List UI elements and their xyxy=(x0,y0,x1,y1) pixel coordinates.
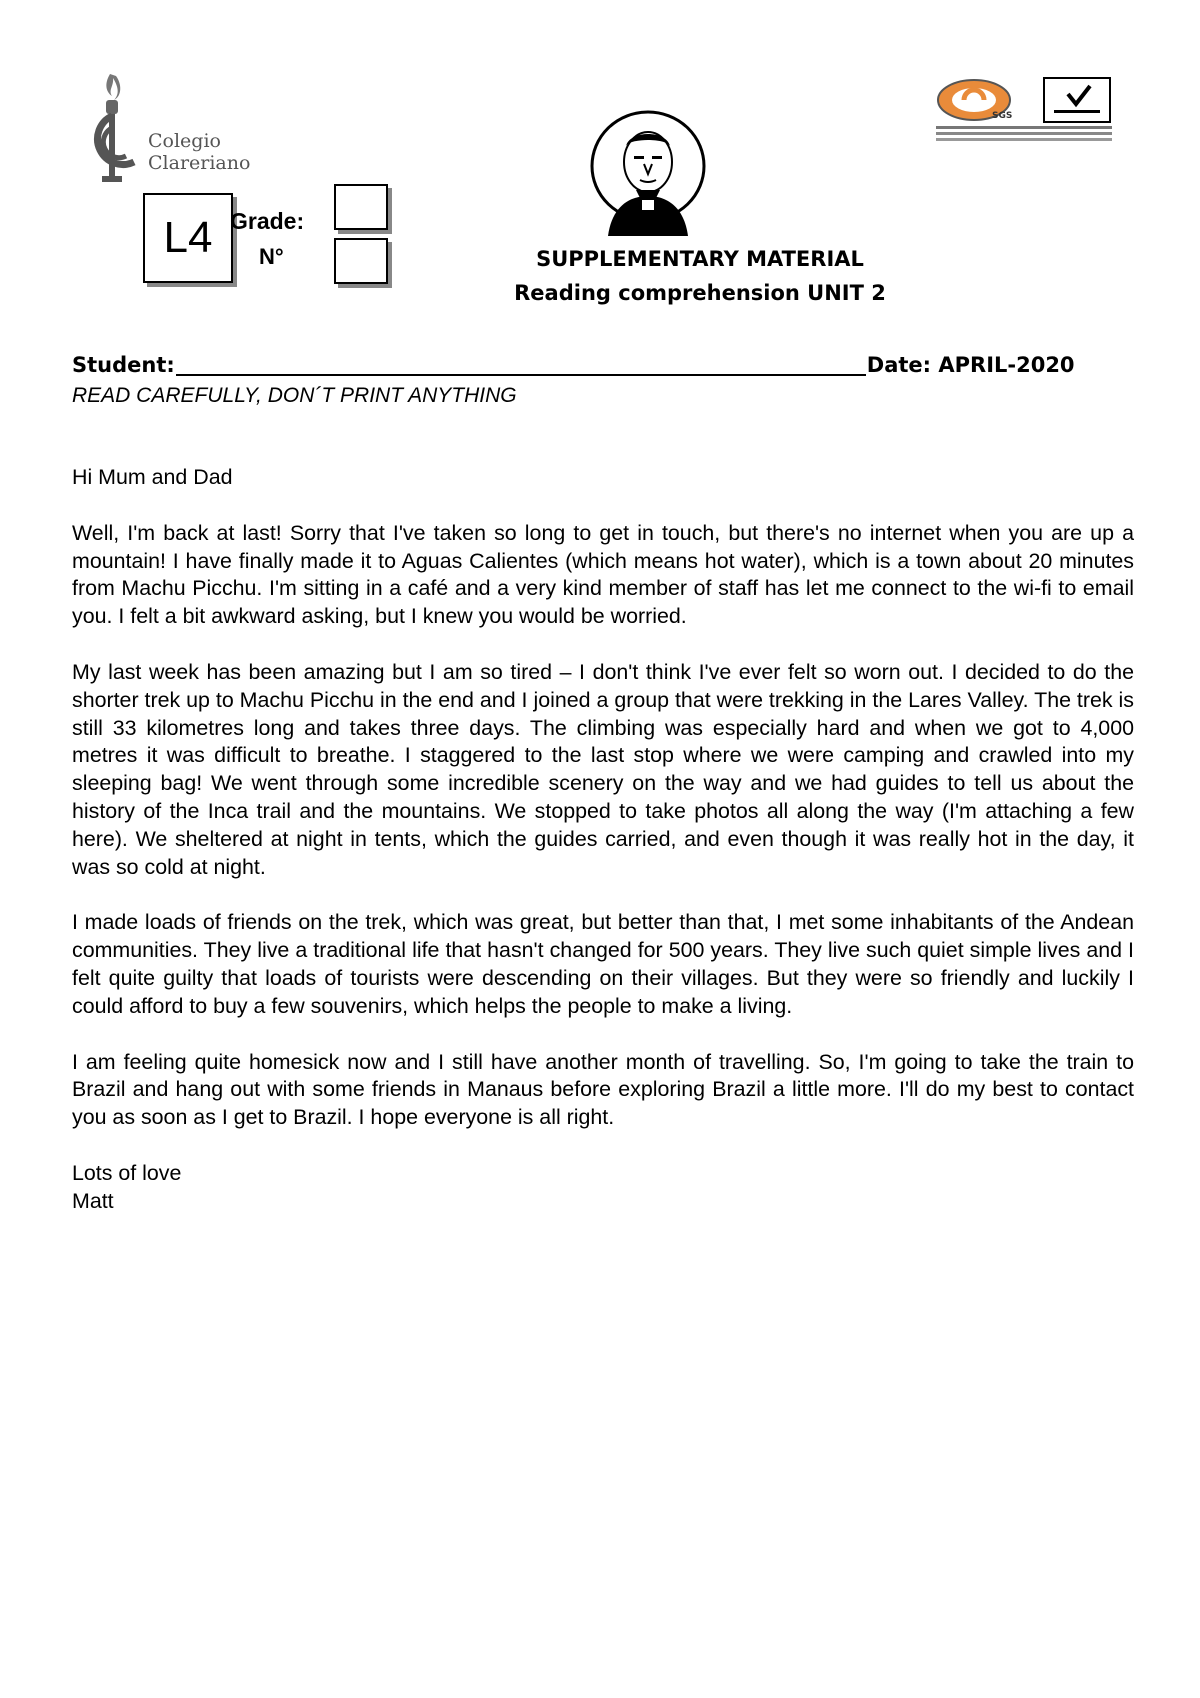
instruction-text: READ CAREFULLY, DON´T PRINT ANYTHING xyxy=(72,384,517,407)
letter-greeting: Hi Mum and Dad xyxy=(72,465,233,489)
letter-paragraph: I made loads of friends on the trek, which was great, but better than that, I met some inhabitants of the Andean communities. They live a traditional life that hasn't changed for 500 years. They live such quiet simple lives and I felt quite guilty that loads of tourists were descending on their villages. But they were so friendly and luckily I could afford to buy a few souvenirs, which helps the people to make a living. xyxy=(72,910,1134,1018)
number-label: N° xyxy=(259,244,284,269)
student-date-line xyxy=(72,350,1122,380)
grade-input-box[interactable] xyxy=(334,184,388,230)
document-title: SUPPLEMENTARY MATERIAL xyxy=(536,247,864,271)
grade-label: Grade: xyxy=(230,208,305,234)
school-name xyxy=(148,130,250,174)
school-name-line1: Colegio xyxy=(148,130,221,152)
letter-body xyxy=(72,464,1134,1216)
school-logo xyxy=(86,70,266,190)
letter-paragraph: Well, I'm back at last! Sorry that I've taken so long to get in touch, but there's no internet when you are up a mountain! I have finally made it to Aguas Calientes (which means hot water), which is a town about 20 minutes from Machu Picchu. I'm sitting in a café and a very kind member of staff has let me connect to the wi-fi to email you. I felt a bit awkward asking, but I knew you would be worried. xyxy=(72,520,1134,629)
saint-portrait-icon xyxy=(586,110,710,236)
svg-text:SGS: SGS xyxy=(992,111,1013,121)
student-name-field[interactable] xyxy=(176,352,866,376)
level-badge: L4 xyxy=(143,193,233,283)
certification-logos-icon xyxy=(934,76,1120,148)
document-subtitle: Reading comprehension UNIT 2 xyxy=(514,281,886,305)
number-input-box[interactable] xyxy=(334,238,388,284)
school-name-line2: Clareriano xyxy=(148,152,251,174)
student-label: Student: xyxy=(72,353,175,377)
letter-paragraph: My last week has been amazing but I am so tired – I don't think I've ever felt so worn out. I decided to do the shorter trek up to Machu Picchu in the end and I joined a group that were trekking in the Lares Valley. The trek is still 33 kilometres long and takes three days. The climbing was especially hard and when we got to 4,000 metres it was difficult to breathe. I staggered to the last stop where we were camping and crawled into my sleeping bag! We went through some incredible scenery on the way and we had guides to tell us about the history of the Inca trail and the mountains. We stopped to take photos all along the way (I'm attaching a few here). We sheltered at night in tents, which the guides carried, and even though it was really hot in the day, it was so cold at night. xyxy=(72,659,1134,879)
letter-signature: Matt xyxy=(72,1188,114,1213)
date-label: Date: APRIL-2020 xyxy=(866,353,1075,377)
torch-emblem-icon xyxy=(86,70,138,188)
letter-closing: Lots of love xyxy=(72,1160,182,1185)
letter-paragraph: I am feeling quite homesick now and I still have another month of travelling. So, I'm going to take the train to Brazil and hang out with some friends in Manaus before exploring Brazil a little more. I'll do my best to contact you as soon as I get to Brazil. I hope everyone is all right. xyxy=(72,1049,1134,1130)
